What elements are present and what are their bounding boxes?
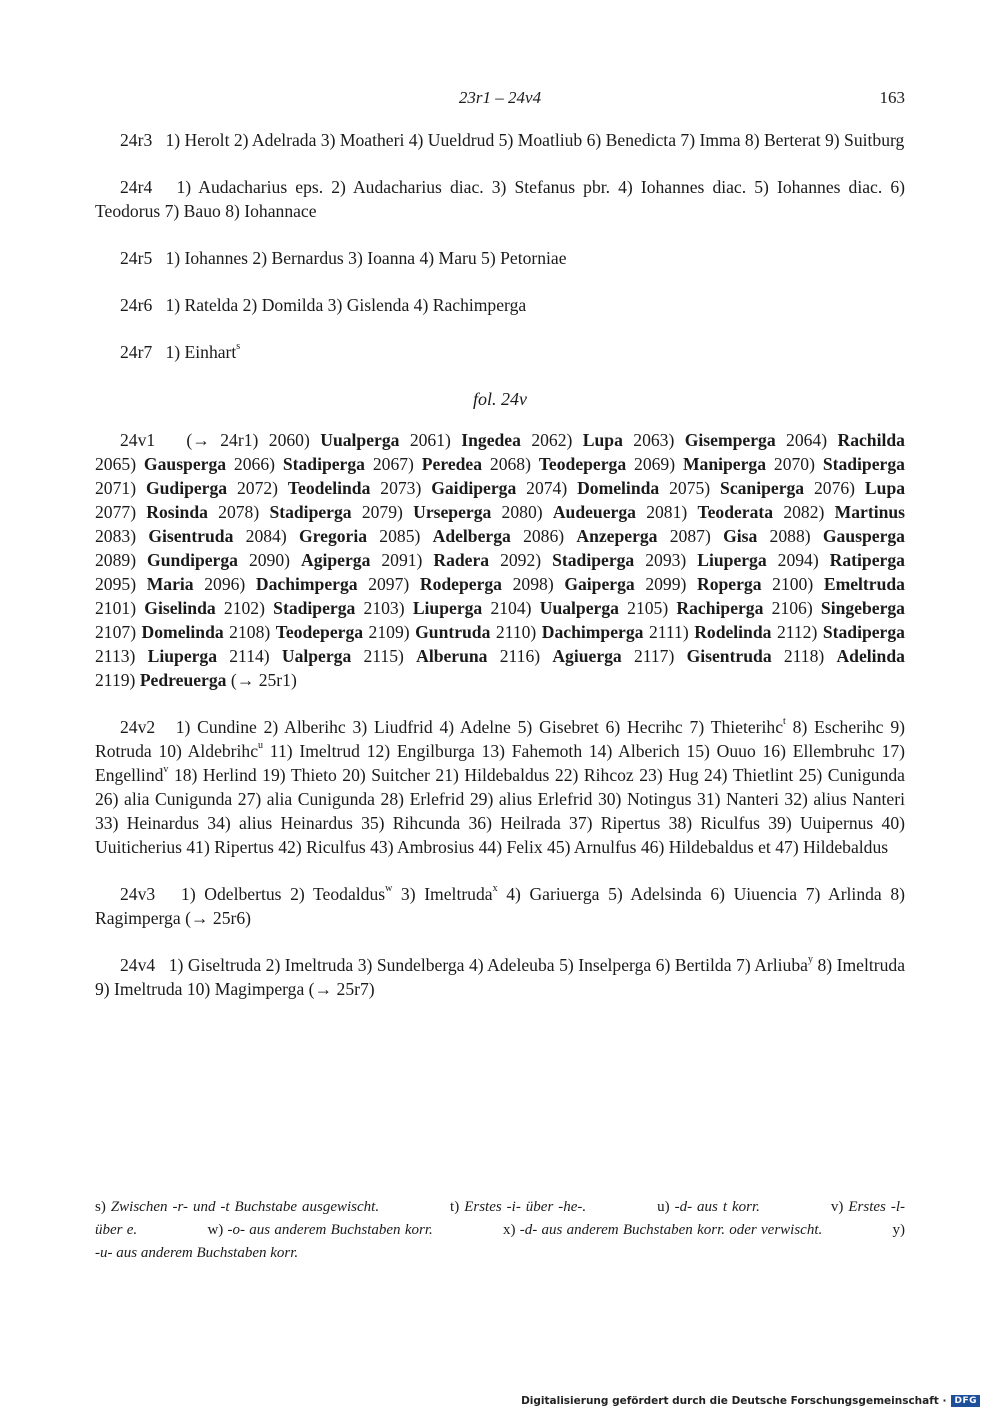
footnote-mark: u <box>258 740 264 752</box>
item-name: Giselinda <box>144 598 216 618</box>
item-number: 2100) <box>772 574 814 594</box>
list-item <box>224 598 355 618</box>
item-name: Alberuna <box>416 646 488 666</box>
item-name: Urseperga <box>413 502 492 522</box>
item-number: 2095) <box>95 574 137 594</box>
list-item <box>95 502 208 522</box>
item-number: 2115) <box>363 646 404 666</box>
list-item <box>490 598 618 618</box>
footnote-mark: x <box>492 883 498 895</box>
list-item <box>778 550 905 570</box>
page-number: 163 <box>879 88 905 107</box>
entry-id: 24r3 <box>120 130 153 150</box>
item-number: 2112) <box>776 622 818 642</box>
list-item <box>363 646 487 666</box>
list-item <box>364 598 483 618</box>
entry-text: 1) Iohannes 2) Bernardus 3) Ioanna 4) Maru 5) Petorniae <box>165 248 567 268</box>
footnote-mark: s) <box>95 1199 106 1215</box>
item-name: Roperga <box>697 574 762 594</box>
entry-text: 8) Imeltruda 9) Imeltruda 10) Magimperga (→ 25r7) <box>95 955 906 999</box>
item-number: 2105) <box>627 598 669 618</box>
item-number: 2092) <box>500 550 542 570</box>
item-name: Lupa <box>582 430 623 450</box>
list-item <box>95 646 217 666</box>
footnote <box>207 1222 432 1238</box>
footnote-mark: w) <box>207 1222 224 1238</box>
item-name: Domelinda <box>577 478 660 498</box>
entry-id: 24v2 <box>120 717 156 737</box>
item-name: Rachilda <box>837 430 905 450</box>
entry-text: 1) Cundine 2) Alberihc 3) Liudfrid 4) Adelne 5) Gisebret 6) Hecrihc 7) Thieterihc <box>175 717 784 737</box>
list-item <box>634 646 772 666</box>
item-number: 2080) <box>501 502 543 522</box>
item-name: Stadiperga <box>273 598 356 618</box>
item-name: Ualperga <box>281 646 352 666</box>
list-item <box>500 550 634 570</box>
item-number: 2087) <box>669 526 711 546</box>
item-number: 2060) <box>268 430 310 450</box>
item-name: Liuperga <box>697 550 767 570</box>
list-item <box>770 526 905 546</box>
item-name: Gisa <box>723 526 758 546</box>
item-name: Gisentruda <box>686 646 772 666</box>
entry-24v1 <box>95 428 905 692</box>
list-item <box>531 430 623 450</box>
item-name: Rachiperga <box>676 598 764 618</box>
item-name: Martinus <box>834 502 905 522</box>
entry-text: 3) Imeltruda <box>392 884 493 904</box>
list-item <box>95 622 224 642</box>
entry-id: 24r7 <box>120 342 153 362</box>
item-number: 2107) <box>95 622 137 642</box>
item-number: 2091) <box>381 550 423 570</box>
item-number: 2094) <box>777 550 819 570</box>
item-name: Guntruda <box>415 622 491 642</box>
list-item <box>786 430 905 450</box>
entry-24r6 <box>95 293 905 317</box>
list-item <box>774 454 905 474</box>
item-number: 2119) <box>95 670 136 690</box>
item-name: Teodeperga <box>275 622 364 642</box>
item-name: Gisentruda <box>148 526 234 546</box>
entry-id: 24v3 <box>120 884 156 904</box>
entry-id: 24r4 <box>120 177 153 197</box>
entry-24v4 <box>95 953 905 1001</box>
item-name: Gaiperga <box>564 574 635 594</box>
list-item <box>670 526 758 546</box>
item-number: 2093) <box>645 550 687 570</box>
item-number: 2096) <box>204 574 246 594</box>
item-name: Maniperga <box>682 454 767 474</box>
item-number: 2064) <box>786 430 828 450</box>
list-item <box>379 526 511 546</box>
item-name: Pedreuerga <box>139 670 227 690</box>
list-item <box>229 622 363 642</box>
item-number: 2118) <box>783 646 825 666</box>
item-name: Gundiperga <box>147 550 238 570</box>
footnote-text: -o- aus anderem Buchstaben korr. <box>227 1222 433 1238</box>
list-item <box>95 526 233 546</box>
list-item <box>373 454 482 474</box>
item-number: 2073) <box>380 478 422 498</box>
item-number: 2061) <box>409 430 451 450</box>
item-name: Adelinda <box>836 646 905 666</box>
item-name: Gregoria <box>298 526 368 546</box>
footnote-mark: y <box>807 954 813 966</box>
list-item <box>502 502 636 522</box>
footnote-mark: u) <box>657 1199 670 1215</box>
item-name: Anzeperga <box>576 526 658 546</box>
list-item <box>246 526 367 546</box>
item-number: 2097) <box>368 574 410 594</box>
list-item <box>95 574 194 594</box>
list-item <box>381 550 489 570</box>
item-number: 2103) <box>363 598 405 618</box>
item-name: Audeuerga <box>552 502 636 522</box>
footnote-text: Erstes -i- über -he-. <box>464 1199 587 1215</box>
funding-credit <box>521 1395 980 1407</box>
entry-24r4 <box>95 175 905 223</box>
item-name: Liuperga <box>412 598 483 618</box>
item-number: 2089) <box>95 550 137 570</box>
entry-text: 1) Odelbertus 2) Teodaldus <box>181 884 386 904</box>
item-number: 2068) <box>489 454 531 474</box>
list-item <box>777 622 905 642</box>
cross-ref: (→ 25r1) <box>230 670 297 690</box>
item-name: Agiuerga <box>552 646 622 666</box>
item-number: 2113) <box>95 646 136 666</box>
list-item <box>513 574 635 594</box>
item-name: Stadiperga <box>822 622 905 642</box>
item-number: 2114) <box>229 646 270 666</box>
item-name: Gausperga <box>822 526 905 546</box>
list-item <box>627 598 763 618</box>
item-number: 2081) <box>646 502 688 522</box>
item-name: Stadiperga <box>269 502 352 522</box>
item-number: 2077) <box>95 502 137 522</box>
item-name: Ratiperga <box>829 550 905 570</box>
list-item <box>218 502 351 522</box>
entry-text: 8) Escherihc 9) Rotruda 10) Aldebrihc <box>95 717 905 761</box>
entry-24v3 <box>95 882 905 930</box>
item-number: 2079) <box>361 502 403 522</box>
page-header <box>95 88 905 114</box>
list-item <box>95 598 216 618</box>
item-number: 2082) <box>783 502 825 522</box>
item-number: 2084) <box>245 526 287 546</box>
item-number: 2102) <box>223 598 265 618</box>
list-item <box>496 622 644 642</box>
entry-24v2 <box>95 715 905 859</box>
item-number: 2072) <box>236 478 279 498</box>
footnote-mark: t) <box>450 1199 460 1215</box>
list-item <box>500 646 622 666</box>
list-item <box>369 622 491 642</box>
list-item <box>784 646 905 666</box>
item-name: Teodeperga <box>538 454 627 474</box>
list-item <box>362 502 491 522</box>
item-number: 2074) <box>526 478 568 498</box>
list-item <box>269 430 400 450</box>
item-number: 2086) <box>523 526 565 546</box>
item-number: 2065) <box>95 454 137 474</box>
entry-24r7 <box>95 340 905 364</box>
item-number: 2109) <box>368 622 410 642</box>
cross-ref: (→ 24r1) <box>186 430 259 450</box>
running-head: 23r1 – 24v4 <box>458 88 542 107</box>
footnote-text: -d- aus anderem Buchstaben korr. oder verwischt. <box>519 1222 823 1238</box>
item-number: 2078) <box>218 502 260 522</box>
list-item <box>526 478 659 498</box>
funding-text: Digitalisierung gefördert durch die Deutsche Forschungsgemeinschaft · <box>521 1395 947 1407</box>
list-item <box>772 598 905 618</box>
list-item <box>410 430 521 450</box>
list-item <box>380 478 516 498</box>
footnote <box>503 1222 822 1238</box>
item-number: 2106) <box>771 598 813 618</box>
item-number: 2069) <box>634 454 676 474</box>
item-number: 2101) <box>95 598 137 618</box>
item-number: 2108) <box>229 622 271 642</box>
list-item <box>95 550 238 570</box>
item-number: 2110) <box>495 622 537 642</box>
entry-text: 1) Einhart <box>165 342 237 362</box>
list-item <box>490 454 626 474</box>
list-item <box>645 550 766 570</box>
item-number: 2062) <box>531 430 573 450</box>
list-item <box>633 430 775 450</box>
item-number: 2066) <box>233 454 275 474</box>
entry-id: 24r5 <box>120 248 153 268</box>
list-item <box>95 454 226 474</box>
item-name: Gaidiperga <box>431 478 517 498</box>
item-name: Stadiperga <box>822 454 905 474</box>
item-number: 2104) <box>490 598 532 618</box>
item-name: Ingedea <box>461 430 521 450</box>
section-heading: fol. 24v <box>473 389 527 409</box>
list-item <box>368 574 502 594</box>
item-number: 2099) <box>645 574 687 594</box>
item-name: Singeberga <box>820 598 905 618</box>
entry-text: 4) Gariuerga 5) Adelsinda 6) Uiuencia 7) Arlinda 8) Ragimperga (→ 25r6) <box>95 884 905 928</box>
entry-id: 24r6 <box>120 295 153 315</box>
list-item <box>229 646 351 666</box>
list-item <box>783 502 905 522</box>
footnote <box>95 1199 379 1215</box>
footnote-mark: s <box>236 341 241 353</box>
item-name: Rodelinda <box>694 622 772 642</box>
item-number: 2063) <box>633 430 675 450</box>
item-number: 2117) <box>633 646 675 666</box>
item-name: Agiperga <box>300 550 371 570</box>
list-item <box>772 574 905 594</box>
list-item <box>814 478 905 498</box>
footnote-mark: w <box>385 883 393 895</box>
entry-text: 11) Imeltrud 12) Engilburga 13) Fahemoth 14) Alberich 15) Ouuo 16) Ellembruhc 17) Engellind <box>95 741 905 785</box>
footnote-text: Erstes -l- über e. <box>95 1199 905 1238</box>
list-item <box>669 478 804 498</box>
item-name: Teoderata <box>697 502 774 522</box>
item-name: Stadiperga <box>552 550 635 570</box>
item-name: Rosinda <box>146 502 208 522</box>
item-number: 2067) <box>372 454 414 474</box>
list-item <box>249 550 370 570</box>
list-item <box>204 574 357 594</box>
item-name: Adelberga <box>432 526 511 546</box>
list-item <box>649 622 772 642</box>
list-item <box>95 478 227 498</box>
item-name: Radera <box>433 550 490 570</box>
dfg-logo: DFG <box>951 1395 980 1407</box>
list-item <box>523 526 657 546</box>
entry-text: 1) Giseltruda 2) Imeltruda 3) Sundelberga 4) Adeleuba 5) Inselperga 6) Bertilda 7) Arliuba <box>168 955 808 975</box>
item-name: Domelinda <box>141 622 224 642</box>
item-name: Uualperga <box>320 430 400 450</box>
item-number: 2070) <box>773 454 815 474</box>
footnote-mark: v <box>163 764 169 776</box>
entry-id: 24v1 <box>120 430 156 450</box>
footnotes <box>95 1196 905 1265</box>
item-name: Stadiperga <box>282 454 365 474</box>
item-name: Uualperga <box>539 598 619 618</box>
item-name: Scaniperga <box>720 478 805 498</box>
item-name: Gudiperga <box>145 478 228 498</box>
list-item <box>634 454 766 474</box>
list-item <box>95 670 226 690</box>
entry-text: 1) Ratelda 2) Domilda 3) Gislenda 4) Rachimperga <box>165 295 527 315</box>
item-number: 2083) <box>95 526 137 546</box>
item-number: 2075) <box>669 478 711 498</box>
item-name: Dachimperga <box>541 622 644 642</box>
footnote-text: -d- aus t korr. <box>674 1199 760 1215</box>
item-name: Gisemperga <box>684 430 776 450</box>
footnote-mark: t <box>783 716 786 728</box>
item-number: 2098) <box>512 574 554 594</box>
entry-id: 24v4 <box>120 955 156 975</box>
item-number: 2111) <box>648 622 689 642</box>
entry-text: 1) Audacharius eps. 2) Audacharius diac. 3) Stefanus pbr. 4) Iohannes diac. 5) Iohannes diac. 6) Teodorus 7) Bauo 8) Iohannace <box>95 177 905 221</box>
footnote <box>450 1199 586 1215</box>
item-name: Dachimperga <box>255 574 358 594</box>
item-name: Emeltruda <box>823 574 905 594</box>
item-number: 2076) <box>813 478 856 498</box>
item-name: Liuperga <box>147 646 218 666</box>
footnote-mark: v) <box>830 1199 844 1215</box>
entry-24r3 <box>95 128 905 152</box>
footnote-text: -u- aus anderem Buchstaben korr. <box>95 1245 299 1261</box>
item-name: Rodeperga <box>419 574 502 594</box>
item-number: 2116) <box>499 646 541 666</box>
footnote-mark: x) <box>503 1222 516 1238</box>
item-name: Peredea <box>421 454 483 474</box>
footnote-text: Zwischen -r- und -t Buchstabe ausgewischt. <box>110 1199 380 1215</box>
footnote-mark: y) <box>892 1222 906 1238</box>
item-number: 2090) <box>248 550 290 570</box>
item-name: Teodelinda <box>287 478 371 498</box>
list-item <box>234 454 365 474</box>
entry-24r5 <box>95 246 905 270</box>
item-name: Gausperga <box>143 454 227 474</box>
main-text <box>95 128 905 1024</box>
item-number: 2071) <box>95 478 137 498</box>
list-item <box>645 574 761 594</box>
item-name: Maria <box>146 574 194 594</box>
entry-text: 1) Herolt 2) Adelrada 3) Moatheri 4) Uueldrud 5) Moatliub 6) Benedicta 7) Imma 8) Berterat 9) Suitburg <box>165 130 905 150</box>
item-name: Lupa <box>864 478 906 498</box>
entry-text: 18) Herlind 19) Thieto 20) Suitcher 21) Hildebaldus 22) Rihcoz 23) Hug 24) Thietlint 25) Cunigunda 26) alia Cunigunda 27) alia Cunigunda 28) Erlefrid 29) alius Erlefrid 30) Notingus 31) Nanteri 32) alius Nanteri 33) Heinardus 34) alius Heinardus 35) Rihcunda 36) Heilrada 37) Ripertus 38) Riculfus 39) Uuipernus 40) Uuiticherius 41) Ripertus 42) Riculfus 43) Ambrosius 44) Felix 45) Arnulfus 46) Hildebaldus et 47) Hildebaldus <box>95 765 905 857</box>
item-number: 2088) <box>769 526 811 546</box>
list-item <box>646 502 773 522</box>
item-number: 2085) <box>379 526 421 546</box>
footnote <box>657 1199 760 1215</box>
list-item <box>237 478 370 498</box>
